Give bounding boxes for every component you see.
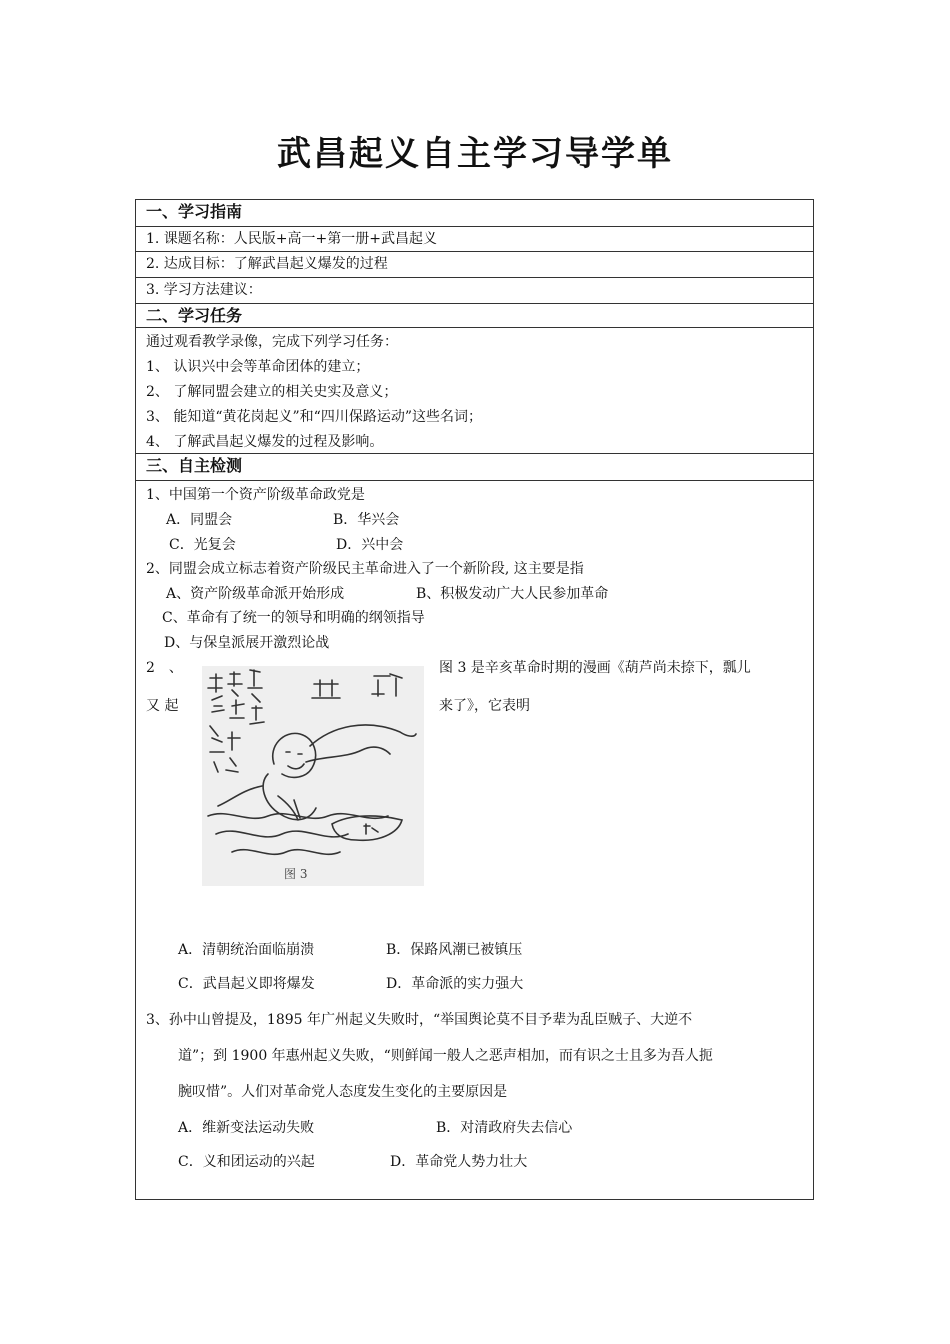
section-header-selftest: 三、自主检测 — [136, 453, 813, 480]
q3-number-cont: 又 起 — [146, 698, 179, 714]
q2-option-c: C、革命有了统一的领导和明确的纲领指导 — [162, 610, 425, 626]
study-sheet-table — [135, 199, 814, 1200]
q2-option-b: B、积极发动广大人民参加革命 — [416, 586, 609, 602]
task-item-3: 3、 能知道“黄花岗起义”和“四川保路运动”这些名词； — [146, 409, 482, 425]
page-title: 武昌起义自主学习导学单 — [277, 134, 673, 174]
q4-option-c: C．义和团运动的兴起 — [178, 1154, 315, 1170]
cartoon-figure — [202, 666, 424, 886]
cartoon-illustration — [202, 666, 424, 886]
q1-stem: 1、中国第一个资产阶级革命政党是 — [146, 487, 365, 503]
guide-item-topic: 1. 课题名称：人民版+高一+第一册+武昌起义 — [136, 226, 813, 251]
q1-option-b: B．华兴会 — [333, 512, 400, 528]
section-header-guide: 一、学习指南 — [146, 202, 243, 221]
tasks-block — [136, 327, 813, 453]
q3-option-c: C．武昌起义即将爆发 — [178, 976, 315, 992]
selftest-block — [136, 480, 813, 1201]
q2-option-a: A、资产阶级革命派开始形成 — [166, 586, 345, 602]
q3-option-d: D．革命派的实力强大 — [386, 976, 524, 992]
q2-option-d: D、与保皇派展开激烈论战 — [164, 635, 330, 651]
q3-option-a: A．清朝统治面临崩溃 — [178, 942, 315, 958]
task-item-1: 1、 认识兴中会等革命团体的建立； — [146, 359, 370, 375]
section-header-tasks: 二、学习任务 — [136, 303, 813, 327]
q1-option-a: A．同盟会 — [166, 512, 233, 528]
q3-number: 2 、 — [146, 660, 183, 676]
q4-option-a: A．维新变法运动失败 — [178, 1120, 315, 1136]
guide-item-goal: 2. 达成目标：了解武昌起义爆发的过程 — [136, 251, 813, 277]
cartoon-caption: 图 3 — [284, 867, 308, 881]
task-item-2: 2、 了解同盟会建立的相关史实及意义； — [146, 384, 398, 400]
q3-text-line1: 图 3 是辛亥革命时期的漫画《葫芦尚未捺下，瓢儿 — [439, 660, 751, 676]
q4-stem-line2: 道”；到 1900 年惠州起义失败，“则鲜闻一般人之恶声相加，而有识之士且多为吾人扼 — [178, 1048, 713, 1064]
q3-text-line2: 来了》，它表明 — [439, 698, 530, 714]
q2-stem: 2、同盟会成立标志着资产阶级民主革命进入了一个新阶段, 这主要是指 — [146, 561, 584, 577]
q1-option-d: D．兴中会 — [336, 537, 404, 553]
q4-option-d: D．革命党人势力壮大 — [390, 1154, 528, 1170]
task-item-4: 4、 了解武昌起义爆发的过程及影响。 — [146, 434, 384, 450]
q1-option-c: C．光复会 — [169, 537, 236, 553]
q4-stem-line3: 腕叹惜”。人们对革命党人态度发生变化的主要原因是 — [178, 1084, 508, 1100]
q4-option-b: B．对清政府失去信心 — [436, 1120, 573, 1136]
q4-stem-line1: 3、孙中山曾提及，1895 年广州起义失败时，“举国舆论莫不目予辈为乱臣贼子、大逆不 — [146, 1012, 693, 1028]
guide-item-method: 3. 学习方法建议： — [136, 277, 813, 303]
tasks-intro: 通过观看教学录像，完成下列学习任务： — [146, 334, 398, 350]
q3-option-b: B．保路风潮已被镇压 — [386, 942, 523, 958]
